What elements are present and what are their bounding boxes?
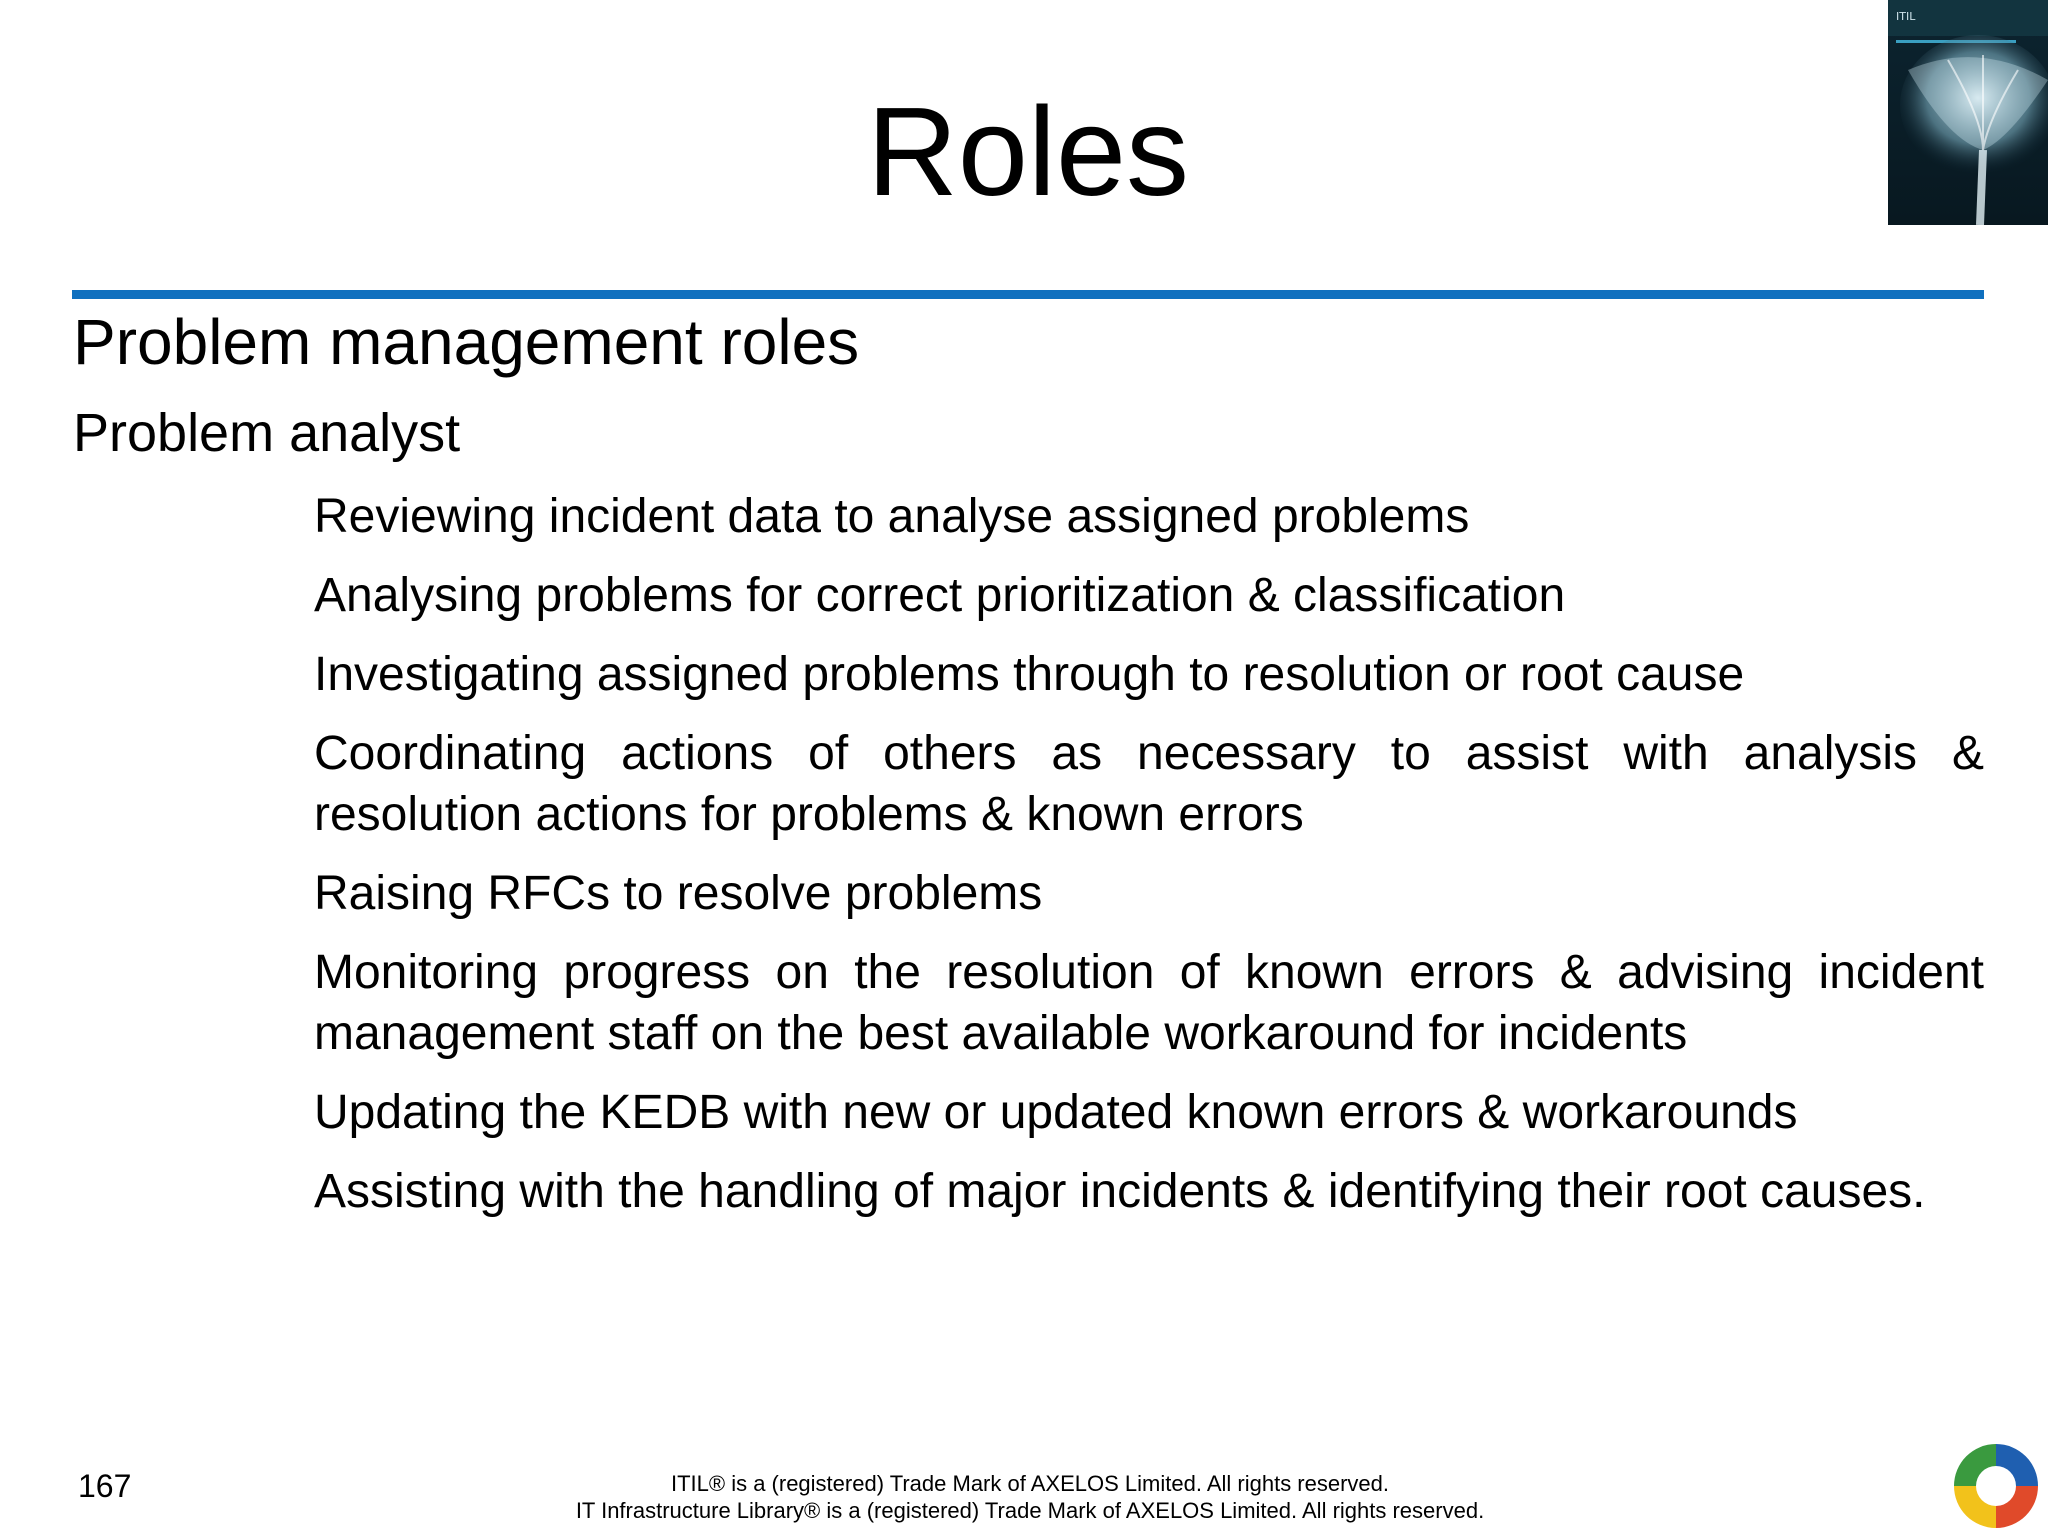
cover-logo-text: ITIL <box>1896 10 1916 23</box>
list-item: Monitoring progress on the resolution of known errors & advising incident management staff on the best available workaround for incidents <box>314 946 1984 1060</box>
footer-line: ITIL® is a (registered) Trade Mark of AXELOS Limited. All rights reserved. <box>670 1471 1390 1496</box>
list-item: Updating the KEDB with new or updated known errors & workarounds <box>314 1086 1798 1139</box>
book-cover-image <box>1888 0 2048 225</box>
list-item: Coordinating actions of others as necessary to assist with analysis & resolution actions for problems & known errors <box>314 727 1984 841</box>
responsibility-list <box>314 486 1984 1240</box>
flower-image-icon <box>1888 0 2048 225</box>
list-item: Investigating assigned problems through to resolution or root cause <box>314 648 1745 701</box>
slide-title: Roles <box>866 81 1190 222</box>
list-item: Reviewing incident data to analyse assigned problems <box>314 490 1470 543</box>
role-subheading: Problem analyst <box>73 403 461 463</box>
list-item: Assisting with the handling of major incidents & identifying their root causes. <box>314 1165 1926 1218</box>
trademark-footer <box>420 1470 1640 1524</box>
footer-line: IT Infrastructure Library® is a (registered) Trade Mark of AXELOS Limited. All rights reserved. <box>575 1498 1485 1523</box>
pdca-cycle-logo-icon <box>1946 1436 2046 1536</box>
list-item: Analysing problems for correct prioritization & classification <box>314 569 1566 622</box>
page-number: 167 <box>78 1468 132 1504</box>
title-divider-rule <box>72 290 1984 299</box>
section-heading: Problem management roles <box>73 306 860 378</box>
list-item: Raising RFCs to resolve problems <box>314 867 1043 920</box>
